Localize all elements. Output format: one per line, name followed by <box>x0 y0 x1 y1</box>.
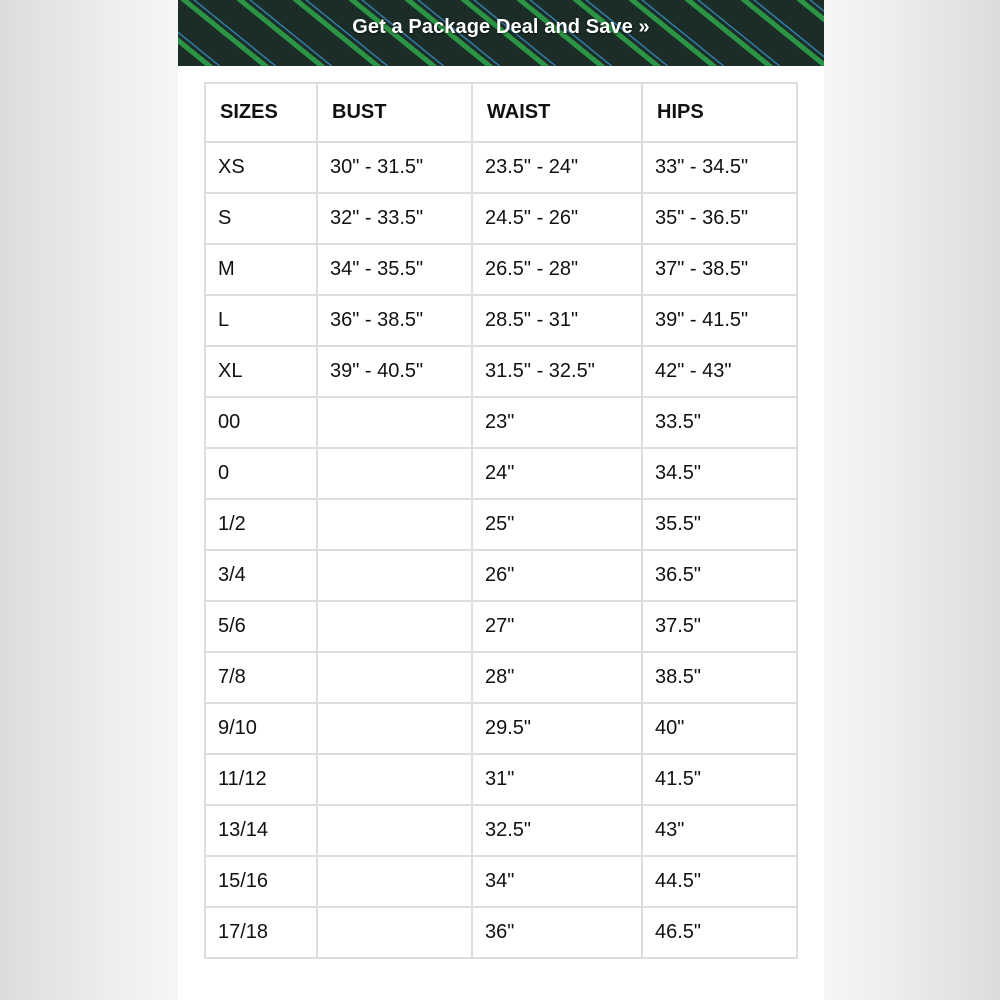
header-waist: WAIST <box>472 83 642 142</box>
cell-hips: 37.5" <box>642 601 797 652</box>
cell-hips: 37" - 38.5" <box>642 244 797 295</box>
table-row <box>205 193 797 244</box>
cell-size: 1/2 <box>205 499 317 550</box>
cell-waist: 32.5" <box>472 805 642 856</box>
cell-waist: 27" <box>472 601 642 652</box>
table-row <box>205 550 797 601</box>
table-row <box>205 805 797 856</box>
cell-size: 15/16 <box>205 856 317 907</box>
cell-waist: 29.5" <box>472 703 642 754</box>
size-chart-table <box>204 82 798 959</box>
cell-hips: 33" - 34.5" <box>642 142 797 193</box>
cell-bust <box>317 499 472 550</box>
cell-waist: 26.5" - 28" <box>472 244 642 295</box>
cell-size: 0 <box>205 448 317 499</box>
cell-bust: 32" - 33.5" <box>317 193 472 244</box>
table-row <box>205 703 797 754</box>
table-row <box>205 346 797 397</box>
header-sizes: SIZES <box>205 83 317 142</box>
cell-bust <box>317 856 472 907</box>
cell-waist: 24.5" - 26" <box>472 193 642 244</box>
cell-size: L <box>205 295 317 346</box>
cell-waist: 31.5" - 32.5" <box>472 346 642 397</box>
cell-waist: 23.5" - 24" <box>472 142 642 193</box>
table-row <box>205 142 797 193</box>
cell-hips: 34.5" <box>642 448 797 499</box>
cell-waist: 26" <box>472 550 642 601</box>
cell-hips: 40" <box>642 703 797 754</box>
cell-waist: 24" <box>472 448 642 499</box>
cell-bust <box>317 754 472 805</box>
cell-waist: 34" <box>472 856 642 907</box>
size-chart-page <box>178 0 824 1000</box>
header-bust: BUST <box>317 83 472 142</box>
cell-hips: 42" - 43" <box>642 346 797 397</box>
table-row <box>205 856 797 907</box>
cell-waist: 25" <box>472 499 642 550</box>
cell-size: 3/4 <box>205 550 317 601</box>
cell-bust <box>317 550 472 601</box>
cell-hips: 41.5" <box>642 754 797 805</box>
cell-bust <box>317 397 472 448</box>
cell-hips: 33.5" <box>642 397 797 448</box>
cell-waist: 23" <box>472 397 642 448</box>
table-row <box>205 907 797 958</box>
cell-waist: 28" <box>472 652 642 703</box>
cell-waist: 28.5" - 31" <box>472 295 642 346</box>
cell-bust <box>317 805 472 856</box>
cell-bust <box>317 448 472 499</box>
cell-bust <box>317 652 472 703</box>
cell-bust <box>317 601 472 652</box>
cell-hips: 38.5" <box>642 652 797 703</box>
table-row <box>205 244 797 295</box>
cell-waist: 36" <box>472 907 642 958</box>
cell-bust <box>317 907 472 958</box>
table-row <box>205 652 797 703</box>
table-row <box>205 295 797 346</box>
cell-size: 9/10 <box>205 703 317 754</box>
header-hips: HIPS <box>642 83 797 142</box>
cell-hips: 46.5" <box>642 907 797 958</box>
cell-size: 5/6 <box>205 601 317 652</box>
cell-hips: 44.5" <box>642 856 797 907</box>
cell-hips: 39" - 41.5" <box>642 295 797 346</box>
table-row <box>205 499 797 550</box>
cell-bust: 30" - 31.5" <box>317 142 472 193</box>
cell-bust <box>317 703 472 754</box>
cell-bust: 34" - 35.5" <box>317 244 472 295</box>
cell-size: 11/12 <box>205 754 317 805</box>
package-deal-link[interactable]: Get a Package Deal and Save » <box>352 16 650 38</box>
cell-waist: 31" <box>472 754 642 805</box>
table-row <box>205 601 797 652</box>
cell-size: 17/18 <box>205 907 317 958</box>
cell-size: XS <box>205 142 317 193</box>
cell-hips: 35.5" <box>642 499 797 550</box>
table-header-row <box>205 83 797 142</box>
cell-size: 00 <box>205 397 317 448</box>
cell-hips: 43" <box>642 805 797 856</box>
table-row <box>205 754 797 805</box>
cell-bust: 36" - 38.5" <box>317 295 472 346</box>
package-deal-banner[interactable] <box>178 0 824 66</box>
cell-hips: 36.5" <box>642 550 797 601</box>
cell-size: S <box>205 193 317 244</box>
table-row <box>205 448 797 499</box>
cell-size: 13/14 <box>205 805 317 856</box>
cell-size: 7/8 <box>205 652 317 703</box>
table-row <box>205 397 797 448</box>
cell-bust: 39" - 40.5" <box>317 346 472 397</box>
cell-hips: 35" - 36.5" <box>642 193 797 244</box>
cell-size: XL <box>205 346 317 397</box>
cell-size: M <box>205 244 317 295</box>
